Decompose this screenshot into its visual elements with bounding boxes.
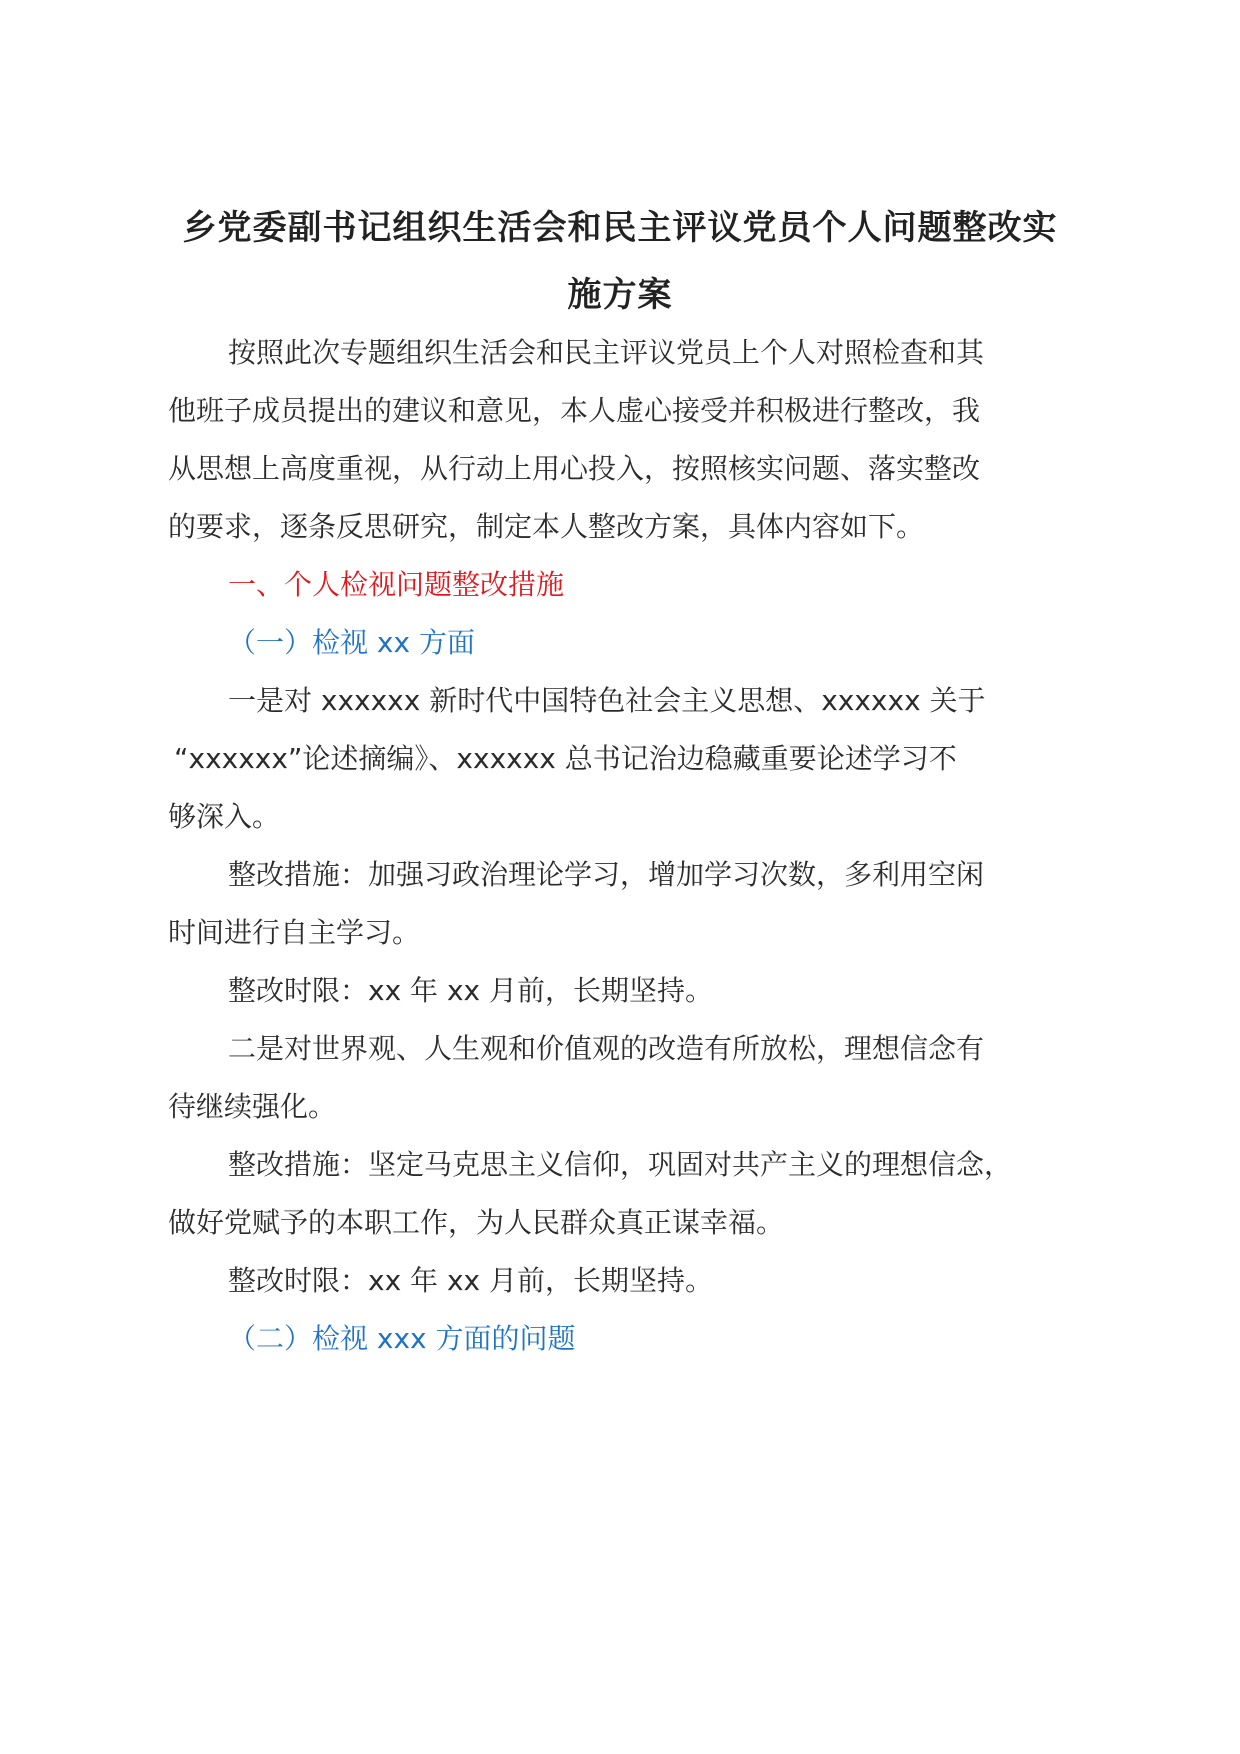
subsection-heading-2: （二）检视 xxx 方面的问题 <box>228 1322 576 1355</box>
intro-line-1: 按照此次专题组织生活会和民主评议党员上个人对照检查和其 <box>228 336 985 369</box>
item2-measure-line-2: 做好党赋予的本职工作，为人民群众真正谋幸福。 <box>168 1206 785 1239</box>
intro-line-2: 他班子成员提出的建议和意见，本人虚心接受并积极进行整改，我 <box>168 394 981 427</box>
item1-deadline: 整改时限：xx 年 xx 月前，长期坚持。 <box>228 974 713 1007</box>
item2-deadline: 整改时限：xx 年 xx 月前，长期坚持。 <box>228 1264 713 1297</box>
subsection-heading-1: （一）检视 xx 方面 <box>228 626 475 659</box>
item1-line-1: 一是对 xxxxxx 新时代中国特色社会主义思想、xxxxxx 关于 <box>228 684 986 717</box>
item2-measure-line-1: 整改措施：坚定马克思主义信仰，巩固对共产主义的理想信念， <box>228 1148 1013 1181</box>
item1-line-3: 够深入。 <box>168 800 281 833</box>
intro-line-3: 从思想上高度重视，从行动上用心投入，按照核实问题、落实整改 <box>168 452 981 485</box>
item1-measure-line-1: 整改措施：加强习政治理论学习，增加学习次数，多利用空闲 <box>228 858 985 891</box>
item1-measure-line-2: 时间进行自主学习。 <box>168 916 421 949</box>
item1-line-2: “xxxxxx”论述摘编》、xxxxxx 总书记治边稳藏重要论述学习不 <box>174 742 957 775</box>
intro-line-4: 的要求，逐条反思研究，制定本人整改方案，具体内容如下。 <box>168 510 925 543</box>
document-title-line-1: 乡党委副书记组织生活会和民主评议党员个人问题整改实 <box>182 208 1058 248</box>
section-heading-1: 一、个人检视问题整改措施 <box>228 568 565 601</box>
document-title-line-2: 施方案 <box>567 275 673 315</box>
item2-line-2: 待继续强化。 <box>168 1090 337 1123</box>
item2-line-1: 二是对世界观、人生观和价值观的改造有所放松，理想信念有 <box>228 1032 985 1065</box>
